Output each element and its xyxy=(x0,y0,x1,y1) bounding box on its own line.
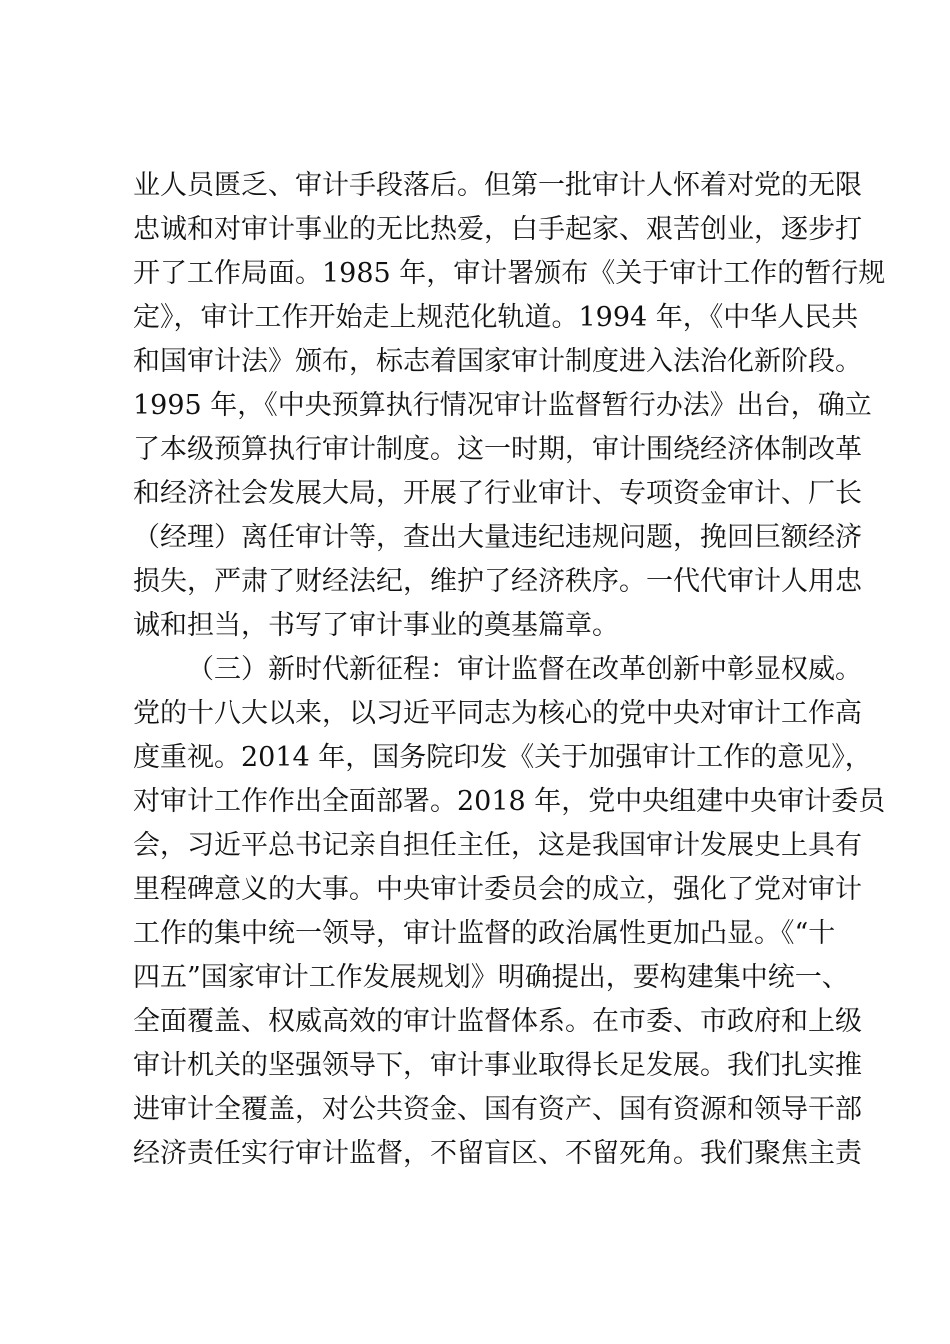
text-line: 审计机关的坚强领导下，审计事业取得长足发展。我们扎实推 xyxy=(133,1050,862,1081)
text-line: 开了工作局面。1985 年，审计署颁布《关于审计工作的暂行规 xyxy=(133,258,886,289)
text-line: 诚和担当，书写了审计事业的奠基篇章。 xyxy=(133,610,619,641)
text-line: 度重视。2014 年，国务院印发《关于加强审计工作的意见》， xyxy=(133,742,872,773)
text-line: 党的十八大以来，以习近平同志为核心的党中央对审计工作高 xyxy=(133,698,862,729)
text-line: 了本级预算执行审计制度。这一时期，审计围绕经济体制改革 xyxy=(133,434,862,465)
text-line: 工作的集中统一领导，审计监督的政治属性更加凸显。《“十 xyxy=(133,918,836,949)
text-line: （经理）离任审计等，查出大量违纪违规问题，挽回巨额经济 xyxy=(133,522,862,553)
text-line: 和国审计法》颁布，标志着国家审计制度进入法治化新阶段。 xyxy=(133,346,862,377)
text-line: 和经济社会发展大局，开展了行业审计、专项资金审计、厂长 xyxy=(133,478,862,509)
section-heading: （三）新时代新征程：审计监督在改革创新中彰显权威。 xyxy=(187,654,862,685)
text-line: 1995 年，《中央预算执行情况审计监督暂行办法》出台，确立 xyxy=(133,390,872,421)
text-line: 进审计全覆盖，对公共资金、国有资产、国有资源和领导干部 xyxy=(133,1094,862,1125)
text-line: 里程碑意义的大事。中央审计委员会的成立，强化了党对审计 xyxy=(133,874,862,905)
text-line: 损失，严肃了财经法纪，维护了经济秩序。一代代审计人用忠 xyxy=(133,566,862,597)
text-line: 四五”国家审计工作发展规划》明确提出，要构建集中统一、 xyxy=(133,962,849,993)
text-line: 经济责任实行审计监督，不留盲区、不留死角。我们聚焦主责 xyxy=(133,1138,862,1169)
text-line: 对审计工作作出全面部署。2018 年，党中央组建中央审计委员 xyxy=(133,786,886,817)
text-line: 业人员匮乏、审计手段落后。但第一批审计人怀着对党的无限 xyxy=(133,170,862,201)
body-text xyxy=(133,164,886,1176)
text-line: 定》，审计工作开始走上规范化轨道。1994 年，《中华人民共 xyxy=(133,302,859,333)
text-line: 全面覆盖、权威高效的审计监督体系。在市委、市政府和上级 xyxy=(133,1006,862,1037)
text-line: 忠诚和对审计事业的无比热爱，白手起家、艰苦创业，逐步打 xyxy=(133,214,862,245)
text-line: 会，习近平总书记亲自担任主任，这是我国审计发展史上具有 xyxy=(133,830,862,861)
